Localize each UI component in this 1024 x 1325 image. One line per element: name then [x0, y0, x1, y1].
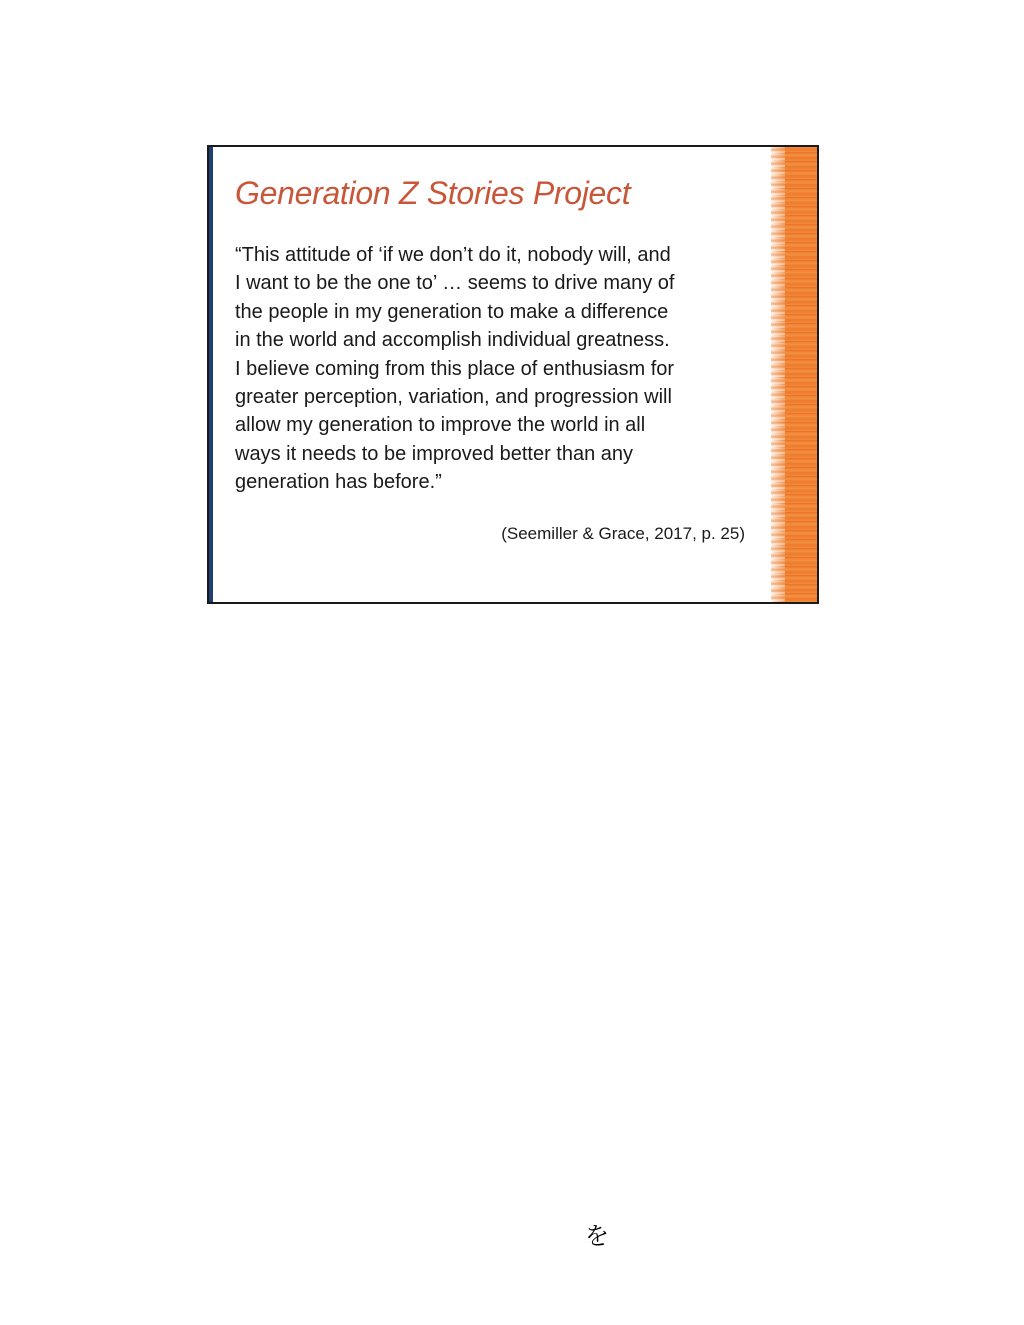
quote-line: I want to be the one to’ … seems to drive many of [235, 272, 675, 295]
footer-glyph: を [585, 1222, 609, 1250]
quote-line: greater perception, variation, and progression will [235, 386, 672, 409]
quote-line: generation has before.” [235, 471, 442, 494]
quote-text [235, 241, 755, 497]
quote-line: “This attitude of ‘if we don’t do it, nobody will, and [235, 244, 671, 266]
quote-line: in the world and accomplish individual greatness. [235, 329, 670, 352]
citation: (Seemiller & Grace, 2017, p. 25) [501, 524, 745, 543]
left-accent-bar [209, 147, 213, 602]
quote-line: I believe coming from this place of enthusiasm for [235, 357, 675, 380]
quote-line: allow my generation to improve the world in all [235, 414, 646, 437]
slide-title: Generation Z Stories Project [235, 175, 631, 211]
orange-band-fringe [771, 147, 785, 602]
slide [207, 145, 819, 604]
quote-line: the people in my generation to make a difference [235, 300, 669, 323]
quote-line: ways it needs to be improved better than any [235, 442, 634, 465]
